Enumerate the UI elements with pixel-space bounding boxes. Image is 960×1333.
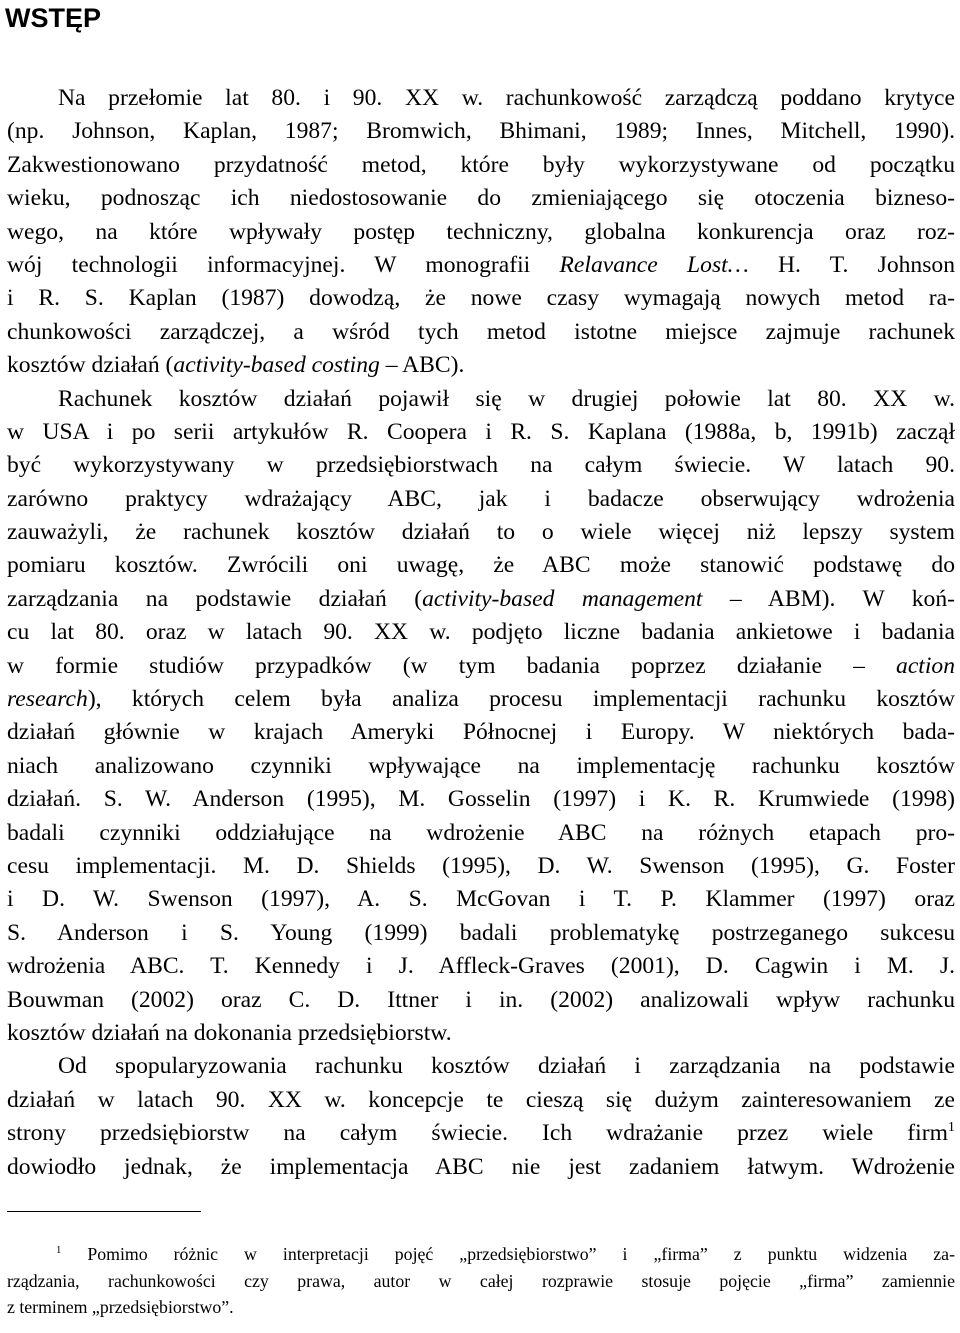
body-text: [7, 82, 955, 1184]
text-run: kosztów działań (: [7, 352, 174, 379]
text-run: zarządzania na podstawie działań (: [7, 585, 423, 612]
footnote-line-1: [7, 1241, 955, 1268]
paragraph-1-line-7: i R. S. Kaplan (1987) dowodzą, że nowe czasy wymagają nowych metod ra-: [7, 285, 955, 312]
document-page: [5, 0, 956, 1317]
paragraph-1-line-8: chunkowości zarządczej, a wśród tych metod istotne miejsce zajmuje rachunek: [7, 318, 955, 345]
english-term: research: [7, 686, 88, 713]
text-run: H. T. Johnson: [748, 251, 955, 278]
paragraph-1-line-3: Zakwestionowano przydatność metod, które były wykorzystywane od początku: [7, 151, 955, 178]
footnote: [7, 1241, 955, 1321]
paragraph-3-line-3: [7, 1117, 955, 1150]
paragraph-1-line-5: wego, na które wpływały postęp techniczny, globalna konkurencja oraz roz-: [7, 218, 955, 245]
english-term: action: [896, 652, 955, 679]
paragraph-2-line-3: być wykorzystywany w przedsiębiorstwach na całym świecie. W latach 90.: [7, 452, 955, 479]
english-term: activity-based management: [422, 585, 703, 612]
text-run: strony przedsiębiorstw na całym świecie. Ich wdrażanie przez wiele firm: [7, 1120, 948, 1147]
footnote-separator: [7, 1211, 201, 1212]
footnote-line-2: rządzania, rachunkowości czy prawa, autor w całej rozprawie stosuje pojęcie „firma” zamiennie: [7, 1270, 955, 1291]
book-title: Relavance Lost…: [559, 251, 749, 278]
paragraph-2-line-19: Bouwman (2002) oraz C. D. Ittner i in. (2002) analizowali wpływ rachunku: [7, 986, 955, 1013]
paragraph-3-line-4: dowiodło jednak, że implementacja ABC nie jest zadaniem łatwym. Wdrożenie: [7, 1153, 955, 1180]
paragraph-2-line-18: wdrożenia ABC. T. Kennedy i J. Affleck-Graves (2001), D. Cagwin i M. J.: [7, 953, 955, 980]
paragraph-2-line-17: S. Anderson i S. Young (1999) badali problematykę postrzeganego sukcesu: [7, 919, 955, 946]
text-run: – ABC).: [379, 352, 465, 379]
paragraph-2-line-12: niach analizowano czynniki wpływające na implementację rachunku kosztów: [7, 752, 955, 779]
paragraph-2-line-5: zauważyli, że rachunek kosztów działań to o wiele więcej niż lepszy system: [7, 519, 955, 546]
text-run: – ABM). W koń-: [702, 585, 956, 612]
paragraph-2-line-4: zarówno praktycy wdrażający ABC, jak i badacze obserwujący wdrożenia: [7, 485, 955, 512]
paragraph-2-line-1: Rachunek kosztów działań pojawił się w drugiej połowie lat 80. XX w.: [58, 385, 955, 412]
english-term: activity-based costing: [173, 352, 380, 379]
paragraph-1-line-9: [7, 349, 955, 382]
paragraph-1-line-1: Na przełomie lat 80. i 90. XX w. rachunkowość zarządczą poddano krytyce: [58, 85, 955, 111]
paragraph-3-line-2: działań w latach 90. XX w. koncepcje te cieszą się dużym zainteresowaniem ze: [7, 1086, 955, 1113]
footnote-line-3: z terminem „przedsiębiorstwo”.: [7, 1297, 234, 1317]
paragraph-2-line-16: i D. W. Swenson (1997), A. S. McGovan i T. P. Klammer (1997) oraz: [7, 886, 955, 913]
chapter-heading: WSTĘP: [5, 3, 102, 33]
paragraph-1-line-2: (np. Johnson, Kaplan, 1987; Bromwich, Bhimani, 1989; Innes, Mitchell, 1990).: [7, 118, 955, 145]
paragraph-2-line-2: w USA i po serii artykułów R. Coopera i R. S. Kaplana (1988a, b, 1991b) zaczął: [7, 418, 955, 445]
paragraph-2-line-7: [7, 583, 955, 616]
paragraph-2-line-14: badali czynniki oddziałujące na wdrożenie ABC na różnych etapach pro-: [7, 819, 955, 846]
paragraph-2-line-20: kosztów działań na dokonania przedsiębiorstw.: [7, 1019, 452, 1046]
text-run: w formie studiów przypadków (w tym badania poprzez działanie –: [7, 652, 897, 679]
paragraph-2-line-10: [7, 683, 955, 716]
paragraph-2-line-6: pomiaru kosztów. Zwrócili oni uwagę, że ABC może stanowić podstawę do: [7, 552, 955, 579]
paragraph-2-line-15: cesu implementacji. M. D. Shields (1995), D. W. Swenson (1995), G. Foster: [7, 852, 955, 879]
paragraph-1-line-4: wieku, podnosząc ich niedostosowanie do zmieniającego się otoczenia bizneso-: [7, 185, 955, 212]
paragraph-2-line-11: działań głównie w krajach Ameryki Północnej i Europy. W niektórych bada-: [7, 719, 955, 746]
footnote-reference[interactable]: 1: [947, 1118, 955, 1135]
paragraph-3-line-1: Od spopularyzowania rachunku kosztów działań i zarządzania na podstawie: [58, 1053, 955, 1080]
paragraph-2-line-13: działań. S. W. Anderson (1995), M. Gosselin (1997) i K. R. Krumwiede (1998): [7, 786, 955, 813]
paragraph-2-line-8: cu lat 80. oraz w latach 90. XX w. podjęto liczne badania ankietowe i badania: [7, 619, 955, 646]
text-run: Pomimo różnic w interpretacji pojęć „przedsiębiorstwo” i „firma” z punktu widzenia za-: [61, 1244, 955, 1264]
paragraph-1-line-6: [7, 249, 955, 282]
text-run: wój technologii informacyjnej. W monografii: [7, 251, 560, 278]
paragraph-2-line-9: [7, 650, 955, 683]
text-run: ), których celem była analiza procesu implementacji rachunku kosztów: [87, 686, 955, 713]
footnote-marker: 1: [56, 1244, 62, 1257]
